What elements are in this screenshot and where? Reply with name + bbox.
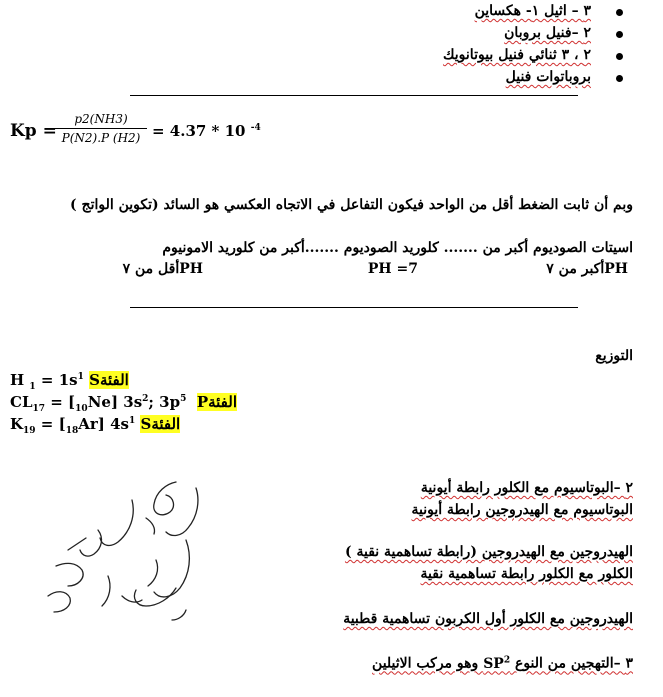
category-badge: Sالفئة (89, 371, 129, 389)
list-item (333, 44, 633, 66)
config-body: = [ (35, 415, 66, 433)
ph-acidic: PHأقل من ٧ (122, 261, 203, 277)
list-item-text: ٢ ، ٣ ثنائي فنيل بيوتانويك (442, 47, 591, 63)
element-symbol: H (10, 371, 25, 389)
kp-result-value: = 4.37 * 10 (152, 122, 246, 140)
list-item (333, 22, 633, 44)
bond-line: ٢ –البوتاسيوم مع الكلور رابطة أيونية (420, 480, 633, 496)
sp-superscript: 2 (503, 655, 511, 665)
list-item-text: بروباتوات فنيل (505, 69, 591, 85)
hybridization-line (372, 655, 633, 672)
atomic-number: 17 (32, 404, 46, 414)
atomic-number: 1 (29, 382, 36, 392)
fraction-numerator: p2(NH3) (55, 112, 147, 129)
config-body: = [ (45, 393, 76, 411)
fraction-denominator: P(N2).P (H2) (61, 131, 141, 145)
bullet-icon (616, 9, 623, 16)
core-number: 10 (75, 404, 88, 414)
divider (130, 95, 578, 96)
list-item (333, 66, 633, 88)
kp-result (152, 122, 261, 140)
config-chlorine (10, 393, 237, 414)
conclusion-paragraph: وبم أن ثابت الضغط أقل من الواحد فيكون التفاعل في الاتجاه العكسي هو السائد (تكوين الواتج ) (70, 197, 633, 213)
compound-list (333, 0, 633, 88)
kp-label: Kp = (10, 121, 57, 141)
bullet-icon (616, 53, 623, 60)
element-symbol: CL (10, 393, 33, 411)
config-core: Ne] 3s (87, 393, 143, 411)
section-heading: التوزيع (595, 348, 633, 364)
config-tail: ; 3p (148, 393, 181, 411)
divider (130, 307, 578, 308)
category-badge: Sالفئة (140, 415, 181, 433)
bullet-icon (616, 75, 623, 82)
kp-result-exponent: -4 (250, 123, 261, 133)
bond-line: الهيدروجين مع الكلور أول الكربون تساهمية قطبية (343, 611, 633, 627)
electron-count: 1 (77, 372, 84, 382)
kp-fraction (55, 112, 147, 145)
config-potassium (10, 415, 180, 436)
bond-line: الهيدروجين مع الهيدروجين (رابطة تساهمية نقية ) (344, 544, 633, 560)
bond-line: البوتاسيوم مع الهيدروجين رابطة أيونية (411, 502, 633, 518)
bond-line: الكلور مع الكلور رابطة تساهمية نقية (420, 566, 633, 582)
electron-count: 1 (128, 416, 136, 426)
config-body: = 1s (35, 371, 78, 389)
bullet-icon (616, 31, 623, 38)
config-hydrogen (10, 371, 129, 392)
config-core: Ar] 4s (78, 415, 129, 433)
hybridization-prefix: ٣ –التهجين من النوع (510, 655, 633, 672)
hybridization-suffix: وهو مركب الاثيلين (372, 655, 484, 672)
handwritten-note (36, 470, 216, 630)
category-badge: Pالفئة (196, 393, 238, 411)
list-item (333, 0, 633, 22)
electron-count: 5 (180, 394, 187, 404)
sp-term: SP (483, 655, 504, 672)
list-item-text: ٢ –فنيل بروبان (504, 25, 591, 41)
element-symbol: K (10, 415, 24, 433)
hybridization-term (483, 656, 510, 672)
ph-basic: PHأكبر من ٧ (546, 261, 628, 277)
list-item-text: ٣ – اثيل ١- هكساين (474, 3, 591, 19)
comparison-line: اسيتات الصوديوم أكبر من ....... كلوريد الصوديوم .......أكبر من كلوريد الامونيوم (162, 240, 633, 256)
core-number: 18 (65, 426, 79, 436)
atomic-number: 19 (23, 426, 36, 436)
electron-count: 2 (142, 394, 149, 404)
ph-neutral: PH =7 (367, 261, 418, 277)
